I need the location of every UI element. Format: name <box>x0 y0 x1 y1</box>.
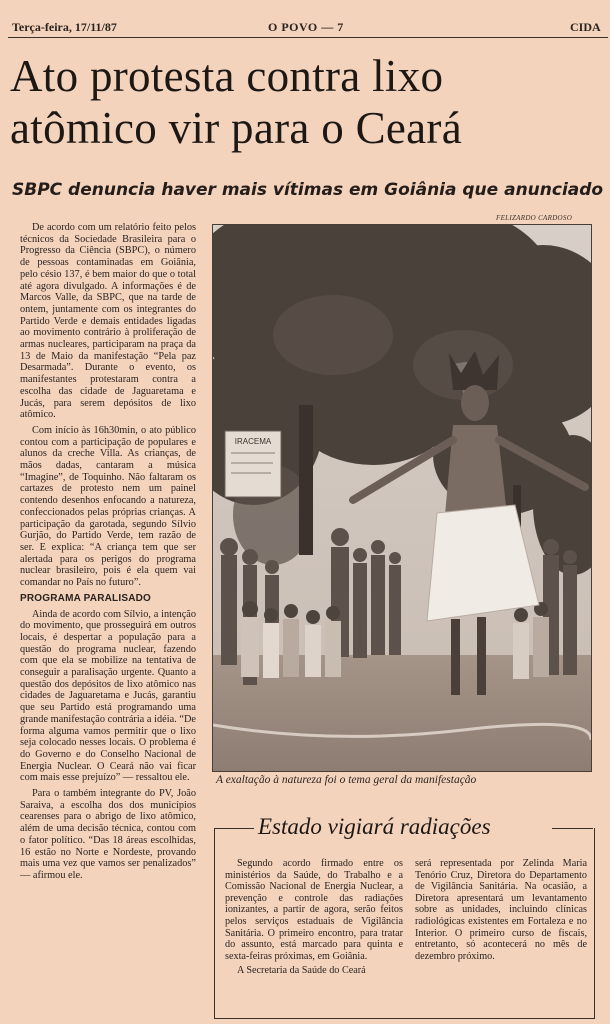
sidebar-box <box>214 828 595 1019</box>
news-photo <box>212 224 592 772</box>
headline-line-1: Ato protesta contra lixo <box>10 51 444 101</box>
subheadline: SBPC denuncia haver mais vítimas em Goiânia que anunciado <box>12 180 604 200</box>
photo-caption: A exaltação à natureza foi o tema geral da manifestação <box>216 774 477 786</box>
article-subtitle: PROGRAMA PARALISADO <box>20 592 152 604</box>
protest-sign-text: IRACEMA <box>234 437 272 446</box>
sidebar-title: Estado vigiará radiações <box>258 814 491 839</box>
masthead <box>0 0 610 40</box>
article-paragraph-4: Para o também integrante do PV, João Saraiva, a escolha dos dos municípios cearenses para o abrigo de lixo atômico, além de uma decisão técnica, contou com o fator político. “Das 18 áreas escolhidas, 16 estão no Norte e Nordeste, provando mais uma vez que vamos ser penalizados” — afirmou ele. <box>20 788 196 881</box>
sidebar-paragraph-3: será representada por Zelinda Maria Tenório Cruz, Diretora do Departamento de Vigilância Sanitária. Na ocasião, a Diretora apresentará um levantamento sobre as unidades, incluindo clínicas radiológicas existentes em Fortaleza e no Interior. O primeiro curso de fiscais, entretanto, só acontecerá no mês de dezembro próximo. <box>415 858 587 962</box>
article-paragraph-1: De acordo com um relatório feito pelos técnicos da Sociedade Brasileira para o Progresso da Ciência (SBPC), o número de pessoas contaminadas em Goiânia, pelo césio 137, é bem maior do que o total até agora divulgado. A informações é de Marcos Valle, da SBPC, que na tarde de ontem, juntamente com os integrantes do Partido Verde e demais entidades ligadas ao movimento contrário à proliferação de armas nucleares, participaram na praça da 13 de Maio da manifestação “Pela paz Desarmada”. Durante o evento, os manifestantes protestaram contra a escolha das cidade de Jaguaretama e Jucás, para serem depósitos de lixo atômico. <box>20 222 196 421</box>
photo-credit: FELIZARDO CARDOSO <box>496 214 573 222</box>
masthead-rule <box>8 37 608 38</box>
article-paragraph-3: Ainda de acordo com Sílvio, a intenção do movimento, que prosseguirá em outros locais, é despertar a população para a questão do programa nuclear, fazendo com que ela se mobilize na tentativa de conseguir a paralisação urgente. Quanto a questão dos depósitos de lixo atômico nas cidades de Jaguaretama e Jucás, garantiu que seu Partido está programando uma grande manifestação contrária a idéia. “De forma alguma vamos permitir que o lixo seja colocado nesses locais. O problema é do Governo e do Conselho Nacional de Energia Nuclear. O Ceará não vai ficar com mais esse prejuízo” — ressaltou ele. <box>20 608 196 784</box>
tree-trunk <box>299 405 313 555</box>
article-body <box>20 222 196 886</box>
headline <box>10 50 605 154</box>
page-number: O POVO — 7 <box>268 20 344 34</box>
issue-date: Terça-feira, 17/11/87 <box>12 20 117 34</box>
sidebar-column-left <box>225 858 403 980</box>
section-name: CIDA <box>570 20 601 34</box>
sidebar-column-right <box>415 858 587 965</box>
sidebar-paragraph-1: Segundo acordo firmado entre os ministérios da Saúde, do Trabalho e a Comissão Nacional de Energia Nuclear, a prevenção e controle das radiações ionizantes, a partir de agora, serão feitos pelos serviços estaduais de Vigilância Sanitária. O primeiro encontro, para tratar do assunto, está marcado para quinta e sexta-feiras próximas, em Goiânia. <box>225 858 403 962</box>
photo-illustration <box>213 225 591 771</box>
article-paragraph-2: Com início às 16h30min, o ato público contou com a participação de populares e alunos da creche Villa. As crianças, de mãos dadas, cantaram a música “Imagine”, de Toquinho. Não faltaram os cartazes de protesto nem um painel contendo desenhos enfocando a natureza, confeccionados pelas próprias crianças. A participação da garotada, segundo Sílvio Gurjão, do Partido Verde, tem razão de ser. E explica: “A criança tem que ser alertada para os perigos do programa nuclear brasileiro, pois é ela quem vai comandar no País no futuro”. <box>20 424 196 589</box>
headline-line-2: atômico vir para o Ceará <box>10 103 462 153</box>
sidebar-paragraph-2: A Secretaria da Saúde do Ceará <box>237 965 366 977</box>
